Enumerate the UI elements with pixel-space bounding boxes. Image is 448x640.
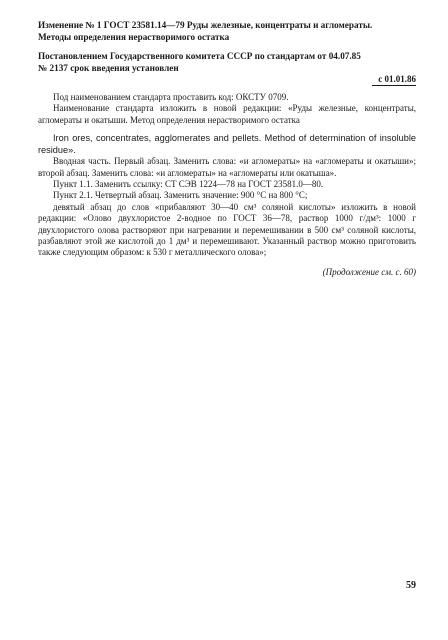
paragraph-title-change: Наименование стандарта изложить в новой редакции: «Руды железные, концентраты, агломераты и окатыши. Метод определения нерастворимого остатка [38,103,416,125]
paragraph-intro: Вводная часть. Первый абзац. Заменить слова: «и агломераты» на «агломераты и окатыши»; второй абзац. Заменить слова: «и агломераты» на «агломераты или окатыша». [38,156,416,178]
paragraph-clause-2-1: Пункт 2.1. Четвертый абзац. Заменить значение: 900 °С на 800 °С; [53,190,308,201]
amendment-title-line2: Методы определения нерастворимого остатка [38,31,230,42]
decree-line2: № 2137 срок введения установлен [38,62,179,73]
paragraph-ninth: девятый абзац до слов «прибавляют 30—40 см³ соляной кислоты» изложить в новой редакции: «Олово двухлористое 2-водное по ГОСТ 36—78, раствор 1000 г/дм³: 1000 г двухлористого олова растворяют при нагревании и перемешивании в 500 см³ соляной кислоты, разбавляют этой же кислотой до 1 дм³ и перемешивают. Указанный раствор можно приготовить также следующим образом: к 530 г металлического олова»; [38,201,416,258]
amendment-title [38,20,416,43]
continued-note: (Продолжение см. с. 60) [322,266,416,277]
paragraph-english-title: Iron ores, concentrates, agglomerates and pellets. Method of determination of insoluble residue». [38,133,416,156]
page-number: 59 [406,580,416,591]
paragraph-code: Под наименованием стандарта проставить код: ОКСТУ 0709. [53,92,289,102]
effective-date: с 01.01.86 [372,74,416,86]
amendment-title-line1: Изменение № 1 ГОСТ 23581.14—79 Руды железные, концентраты и агломераты. [38,20,373,30]
decree-line1: Постановлением Государственного комитета СССР по стандартам от 04.07.85 [38,51,361,61]
document-page [38,20,416,277]
decree-block [38,51,416,74]
paragraph-clause-1-1: Пункт 1.1. Заменить ссылку: СТ СЭВ 1224—78 на ГОСТ 23581.0—80. [53,179,324,190]
